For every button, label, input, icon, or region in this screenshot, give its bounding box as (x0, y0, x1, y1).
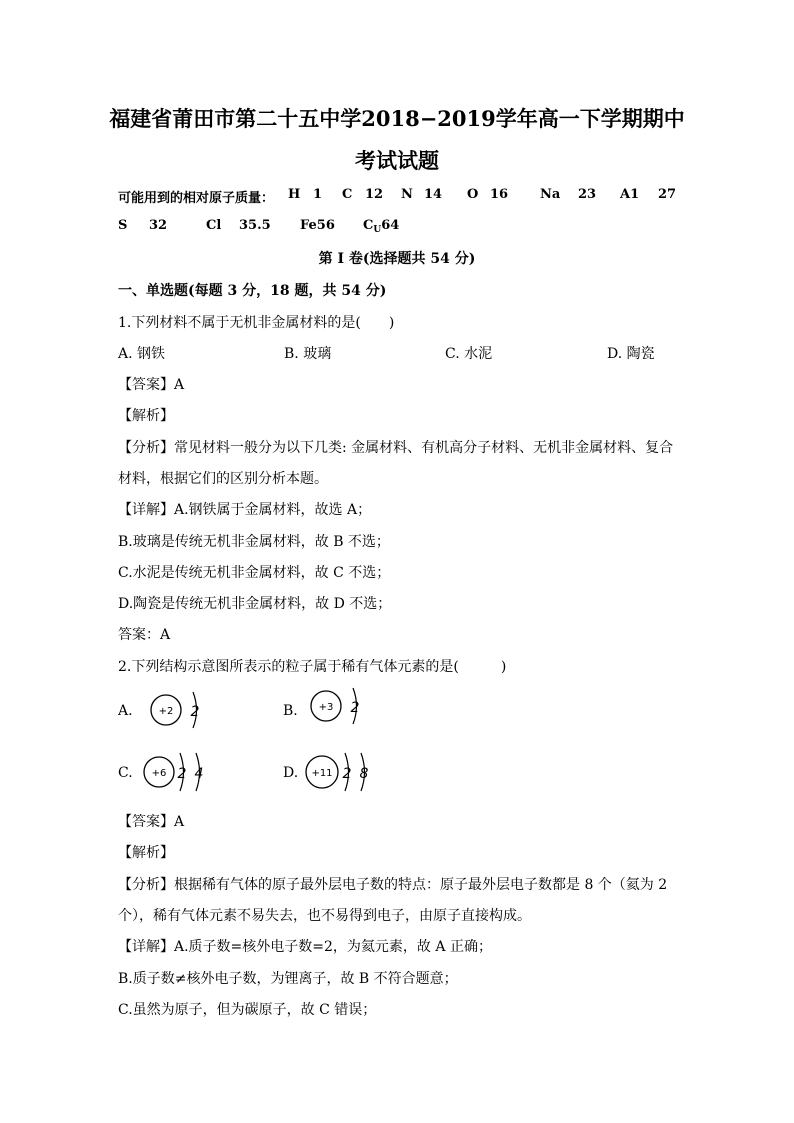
shell-electron-count: 2 (342, 766, 352, 782)
element-mass: 32 (149, 218, 168, 233)
q2-answer: 【答案】A (118, 814, 185, 830)
q2-fenxi-line-1 (118, 874, 667, 894)
q2-option-b-diagram (305, 684, 375, 732)
q1-option-a: A. 钢铁 (118, 346, 166, 362)
element-symbol: C (363, 218, 374, 233)
element-mass: 12 (365, 187, 384, 202)
shell-electron-count: 2 (177, 766, 187, 782)
nucleus-charge: +3 (318, 702, 334, 713)
q2-option-d-diagram (303, 749, 383, 797)
q2-detail-b: B.质子数≠核外电子数，为锂离子，故 B 不符合题意； (118, 971, 458, 987)
q1-option-d: D. 陶瓷 (607, 346, 655, 362)
q2-option-c-label: C. (118, 765, 133, 781)
atomic-mass-heading: 可能用到的相对原子质量： (118, 191, 275, 206)
element-copper (363, 218, 399, 235)
q1-option-c: C. 水泥 (445, 346, 493, 362)
element-symbol: O (467, 187, 479, 202)
nucleus-charge: +6 (151, 768, 167, 779)
element-symbol: C (342, 187, 353, 202)
part-heading: 一、单选题(每题 3 分，18 题，共 54 分) (118, 283, 387, 299)
element-symbol: S (118, 218, 128, 233)
q1-fenxi-line-1 (118, 437, 673, 457)
q2-analysis-label: 【解析】 (118, 845, 174, 861)
detail-label: 【详解】 (118, 939, 174, 955)
nucleus-charge: +11 (311, 768, 333, 779)
detail-label: 【详解】 (118, 502, 174, 518)
detail-text: A.质子数=核外电子数=2，为氦元素，故 A 正确； (174, 939, 492, 955)
document-title-line-2: 考试试题 (355, 148, 439, 173)
element-subscript: U (373, 225, 382, 235)
fenxi-label: 【分析】 (118, 877, 174, 893)
detail-text: A.钢铁属于金属材料，故选 A； (174, 502, 372, 518)
element-symbol: H (288, 187, 301, 202)
element-symbol: Na (540, 187, 561, 202)
shell-electron-count: 2 (350, 700, 360, 716)
q2-option-c-diagram (140, 749, 220, 797)
document-title-line-1: 福建省莆田市第二十五中学2018−2019学年高一下学期期中 (109, 106, 685, 131)
q2-option-a-diagram (145, 688, 215, 736)
element-symbol: Fe56 (300, 218, 335, 233)
q1-final-answer: 答案：A (118, 627, 171, 643)
fenxi-text: 常见材料一般分为以下几类: 金属材料、有机高分子材料、无机非金属材料、复合 (174, 440, 674, 456)
nucleus-charge: +2 (158, 706, 174, 717)
element-mass: 14 (424, 187, 443, 202)
q1-answer: 【答案】A (118, 377, 185, 393)
q1-detail-c: C.水泥是传统无机非金属材料，故 C 不选； (118, 565, 391, 581)
element-mass: 23 (578, 187, 597, 202)
element-mass: 16 (490, 187, 509, 202)
shell-electron-count: 2 (190, 704, 200, 720)
q2-fenxi-line-2: 个），稀有气体元素不易失去，也不易得到电子，由原子直接构成。 (118, 908, 531, 924)
q1-fenxi-line-2: 材料，根据它们的区别分析本题。 (118, 471, 328, 487)
q2-detail-c: C.虽然为原子，但为碳原子，故 C 错误； (118, 1002, 377, 1018)
q2-option-a-label: A. (118, 703, 133, 719)
section-heading: 第 I 卷(选择题共 54 分) (318, 251, 476, 267)
q1-stem: 1.下列材料不属于无机非金属材料的是( ) (118, 315, 395, 331)
q2-option-b-label: B. (283, 703, 298, 719)
q1-analysis-label: 【解析】 (118, 408, 174, 424)
q1-detail-b: B.玻璃是传统无机非金属材料，故 B 不选； (118, 534, 390, 550)
element-symbol: N (401, 187, 413, 202)
element-mass: 1 (313, 187, 323, 202)
fenxi-text: 根据稀有气体的原子最外层电子数的特点：原子最外层电子数都是 8 个（氦为 2 (174, 877, 668, 893)
q1-detail-a (118, 499, 371, 519)
element-mass: 27 (658, 187, 677, 202)
q2-detail-a (118, 936, 492, 956)
element-mass: 35.5 (239, 218, 271, 233)
shell-electron-count: 8 (359, 766, 369, 782)
element-mass: 64 (381, 218, 400, 233)
q2-stem: 2.下列结构示意图所表示的粒子属于稀有气体元素的是( ) (118, 659, 507, 675)
element-symbol: Cl (206, 218, 222, 233)
element-symbol: A1 (620, 187, 640, 202)
atomic-mass-row-1 (118, 187, 678, 205)
atomic-mass-row-2 (118, 218, 678, 236)
shell-electron-count: 4 (194, 766, 204, 782)
q1-detail-d: D.陶瓷是传统无机非金属材料，故 D 不选； (118, 596, 392, 612)
fenxi-label: 【分析】 (118, 440, 174, 456)
q1-option-b: B. 玻璃 (284, 346, 332, 362)
q2-option-d-label: D. (283, 765, 299, 781)
